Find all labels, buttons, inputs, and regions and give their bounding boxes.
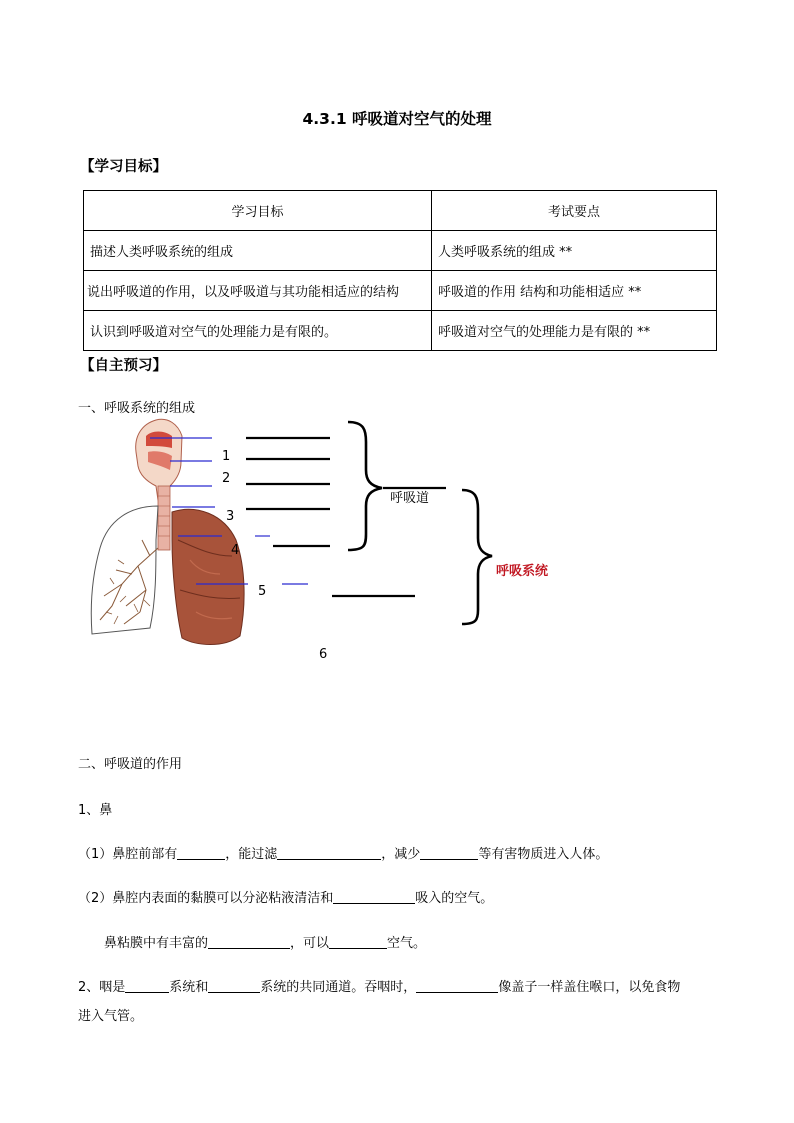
respiratory-system-label: 呼吸系统 (496, 564, 549, 579)
answer-lines (246, 438, 446, 596)
blank-field[interactable] (208, 979, 260, 993)
blank-field[interactable] (416, 979, 498, 993)
brace-respiratory-system (462, 490, 492, 624)
table-cell: 呼吸道的作用 结构和功能相适应 ** (432, 271, 717, 311)
fill-line-4: 2、咽是 系统和 系统的共同通道。吞咽时， 像盖子一样盖住喉口，以免食物 (78, 980, 681, 995)
label-number-3: 3 (226, 509, 235, 524)
table-cell: 说出呼吸道的作用，以及呼吸道与其功能相适应的结构 (84, 271, 432, 311)
brace-respiratory-tract (348, 422, 382, 550)
nose-heading: 1、鼻 (78, 803, 113, 818)
blank-field[interactable] (420, 846, 478, 860)
blank-field[interactable] (277, 846, 381, 860)
label-number-6: 6 (319, 647, 328, 662)
part2-heading: 二、呼吸道的作用 (78, 757, 183, 772)
preview-heading: 【自主预习】 (80, 358, 167, 374)
table-cell: 呼吸道对空气的处理能力是有限的 ** (432, 311, 717, 351)
respiratory-tract-label: 呼吸道 (390, 491, 430, 506)
label-number-4: 4 (231, 543, 240, 558)
fill-line-5: 进入气管。 (78, 1009, 144, 1024)
table-cell: 认识到呼吸道对空气的处理能力是有限的。 (84, 311, 432, 351)
fill-line-1: （1）鼻腔前部有 ，能过滤 ，减少 等有害物质进入人体。 (78, 847, 609, 862)
fill-line-3: 鼻粘膜中有丰富的 ，可以 空气。 (104, 936, 427, 951)
header-cell-goal: 学习目标 (84, 191, 432, 231)
label-number-1: 1 (222, 449, 231, 464)
blank-field[interactable] (208, 935, 290, 949)
fill-line-2: （2）鼻腔内表面的黏膜可以分泌粘液清洁和 吸入的空气。 (78, 891, 494, 906)
header-cell-exam-points: 考试要点 (432, 191, 717, 231)
label-number-2: 2 (222, 471, 231, 486)
goals-heading: 【学习目标】 (80, 159, 167, 175)
table-cell: 描述人类呼吸系统的组成 (84, 231, 432, 271)
blank-field[interactable] (333, 890, 415, 904)
label-number-5: 5 (258, 584, 267, 599)
page-title: 4.3.1 呼吸道对空气的处理 (302, 110, 492, 128)
blank-field[interactable] (177, 846, 225, 860)
table-cell: 人类呼吸系统的组成 ** (432, 231, 717, 271)
part1-heading: 一、呼吸系统的组成 (78, 401, 196, 416)
blank-field[interactable] (329, 935, 387, 949)
blank-field[interactable] (125, 979, 169, 993)
